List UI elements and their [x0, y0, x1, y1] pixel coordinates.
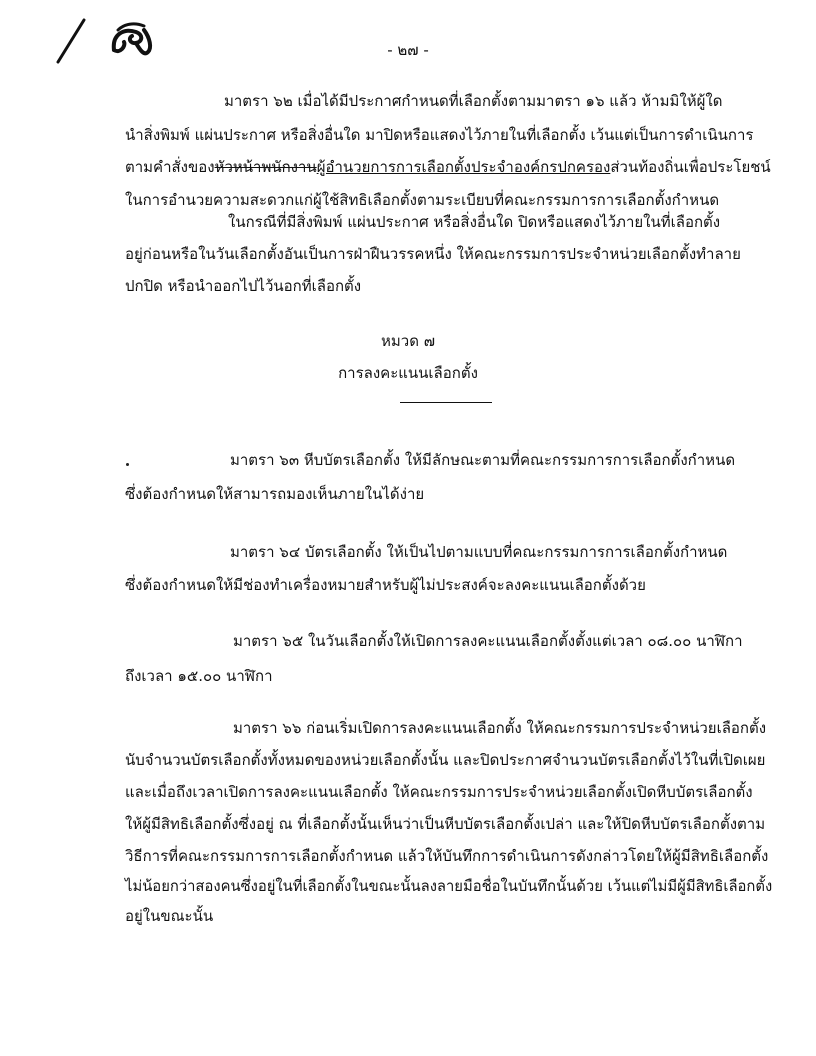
section-62-line-3-suffix: ส่วนท้องถิ่นเพื่อประโยชน์ — [610, 158, 771, 176]
section-64-line-1: มาตรา ๖๔ บัตรเลือกตั้ง ให้เป็นไปตามแบบที่คณะกรรมการการเลือกตั้งกำหนด — [230, 543, 728, 561]
section-62-line-2: นำสิ่งพิมพ์ แผ่นประกาศ หรือสิ่งอื่นใด มาปิดหรือแสดงไว้ภายในที่เลือกตั้ง เว้นแต่เป็นการดำเนินการ — [125, 126, 754, 144]
section-62-line-5: ในกรณีที่มีสิ่งพิมพ์ แผ่นประกาศ หรือสิ่งอื่นใด ปิดหรือแสดงไว้ภายในที่เลือกตั้ง — [228, 213, 721, 231]
section-62-line-4: ในการอำนวยความสะดวกแก่ผู้ใช้สิทธิเลือกตั้งตามระเบียบที่คณะกรรมการการเลือกตั้งกำหนด — [125, 191, 720, 209]
section-66-line-6: ไม่น้อยกว่าสองคนซึ่งอยู่ในที่เลือกตั้งในขณะนั้นลงลายมือชื่อในบันทึกนั้นด้วย เว้นแต่ไม่มีผู้มีสิทธิเลือกตั้ง — [125, 877, 773, 895]
chapter-number: หมวด ๗ — [381, 332, 435, 350]
section-66-line-5: วิธีการที่คณะกรรมการการเลือกตั้งกำหนด แล้วให้บันทึกการดำเนินการดังกล่าวโดยให้ผู้มีสิทธิเลือกตั้ง — [125, 847, 769, 865]
section-66-line-7: อยู่ในขณะนั้น — [125, 907, 214, 925]
chapter-title: การลงคะแนนเลือกตั้ง — [338, 364, 478, 382]
section-65-line-2: ถึงเวลา ๑๕.๐๐ นาฬิกา — [125, 667, 273, 685]
section-62-line-1: มาตรา ๖๒ เมื่อได้มีประกาศกำหนดที่เลือกตั้งตามมาตรา ๑๖ แล้ว ห้ามมิให้ผู้ใด — [224, 92, 723, 110]
underlined-text: ผู้อำนวยการการเลือกตั้งประจำองค์กรปกครอง — [316, 158, 611, 176]
section-66-line-4: ให้ผู้มีสิทธิเลือกตั้งซึ่งอยู่ ณ ที่เลือกตั้งนั้นเห็นว่าเป็นหีบบัตรเลือกตั้งเปล่า และให้ปิดหีบบัตรเลือกตั้งตาม — [125, 815, 766, 833]
section-66-line-2: นับจำนวนบัตรเลือกตั้งทั้งหมดของหน่วยเลือกตั้งนั้น และปิดประกาศจำนวนบัตรเลือกตั้งไว้ในที่เปิดเผย — [125, 751, 766, 769]
section-62-line-7: ปกปิด หรือนำออกไปไว้นอกที่เลือกตั้ง — [125, 277, 362, 295]
section-62-line-3-prefix: ตามคำสั่งของ — [125, 158, 215, 176]
section-65-line-1: มาตรา ๖๕ ในวันเลือกตั้งให้เปิดการลงคะแนนเลือกตั้งตั้งแต่เวลา ๐๘.๐๐ นาฬิกา — [233, 632, 743, 650]
chapter-divider — [400, 402, 492, 403]
section-66-line-1: มาตรา ๖๖ ก่อนเริ่มเปิดการลงคะแนนเลือกตั้ง ให้คณะกรรมการประจำหน่วยเลือกตั้ง — [233, 719, 767, 737]
section-66-line-3: และเมื่อถึงเวลาเปิดการลงคะแนนเลือกตั้ง ให้คณะกรรมการประจำหน่วยเลือกตั้งเปิดหีบบัตรเลือกตั้ง — [125, 783, 753, 801]
scan-speck — [126, 463, 129, 466]
section-62-line-6: อยู่ก่อนหรือในวันเลือกตั้งอันเป็นการฝ่าฝืนวรรคหนึ่ง ให้คณะกรรมการประจำหน่วยเลือกตั้งทำลาย — [125, 245, 741, 263]
struck-text: หัวหน้าพนักงาน — [214, 158, 317, 176]
section-64-line-2: ซึ่งต้องกำหนดให้มีช่องทำเครื่องหมายสำหรับผู้ไม่ประสงค์จะลงคะแนนเลือกตั้งด้วย — [125, 576, 646, 594]
section-62-line-3 — [125, 157, 771, 177]
section-63-line-1: มาตรา ๖๓ หีบบัตรเลือกตั้ง ให้มีลักษณะตามที่คณะกรรมการการเลือกตั้งกำหนด — [230, 451, 736, 469]
page-number: - ๒๗ - — [387, 41, 429, 59]
section-63-line-2: ซึ่งต้องกำหนดให้สามารถมองเห็นภายในได้ง่าย — [125, 485, 425, 503]
